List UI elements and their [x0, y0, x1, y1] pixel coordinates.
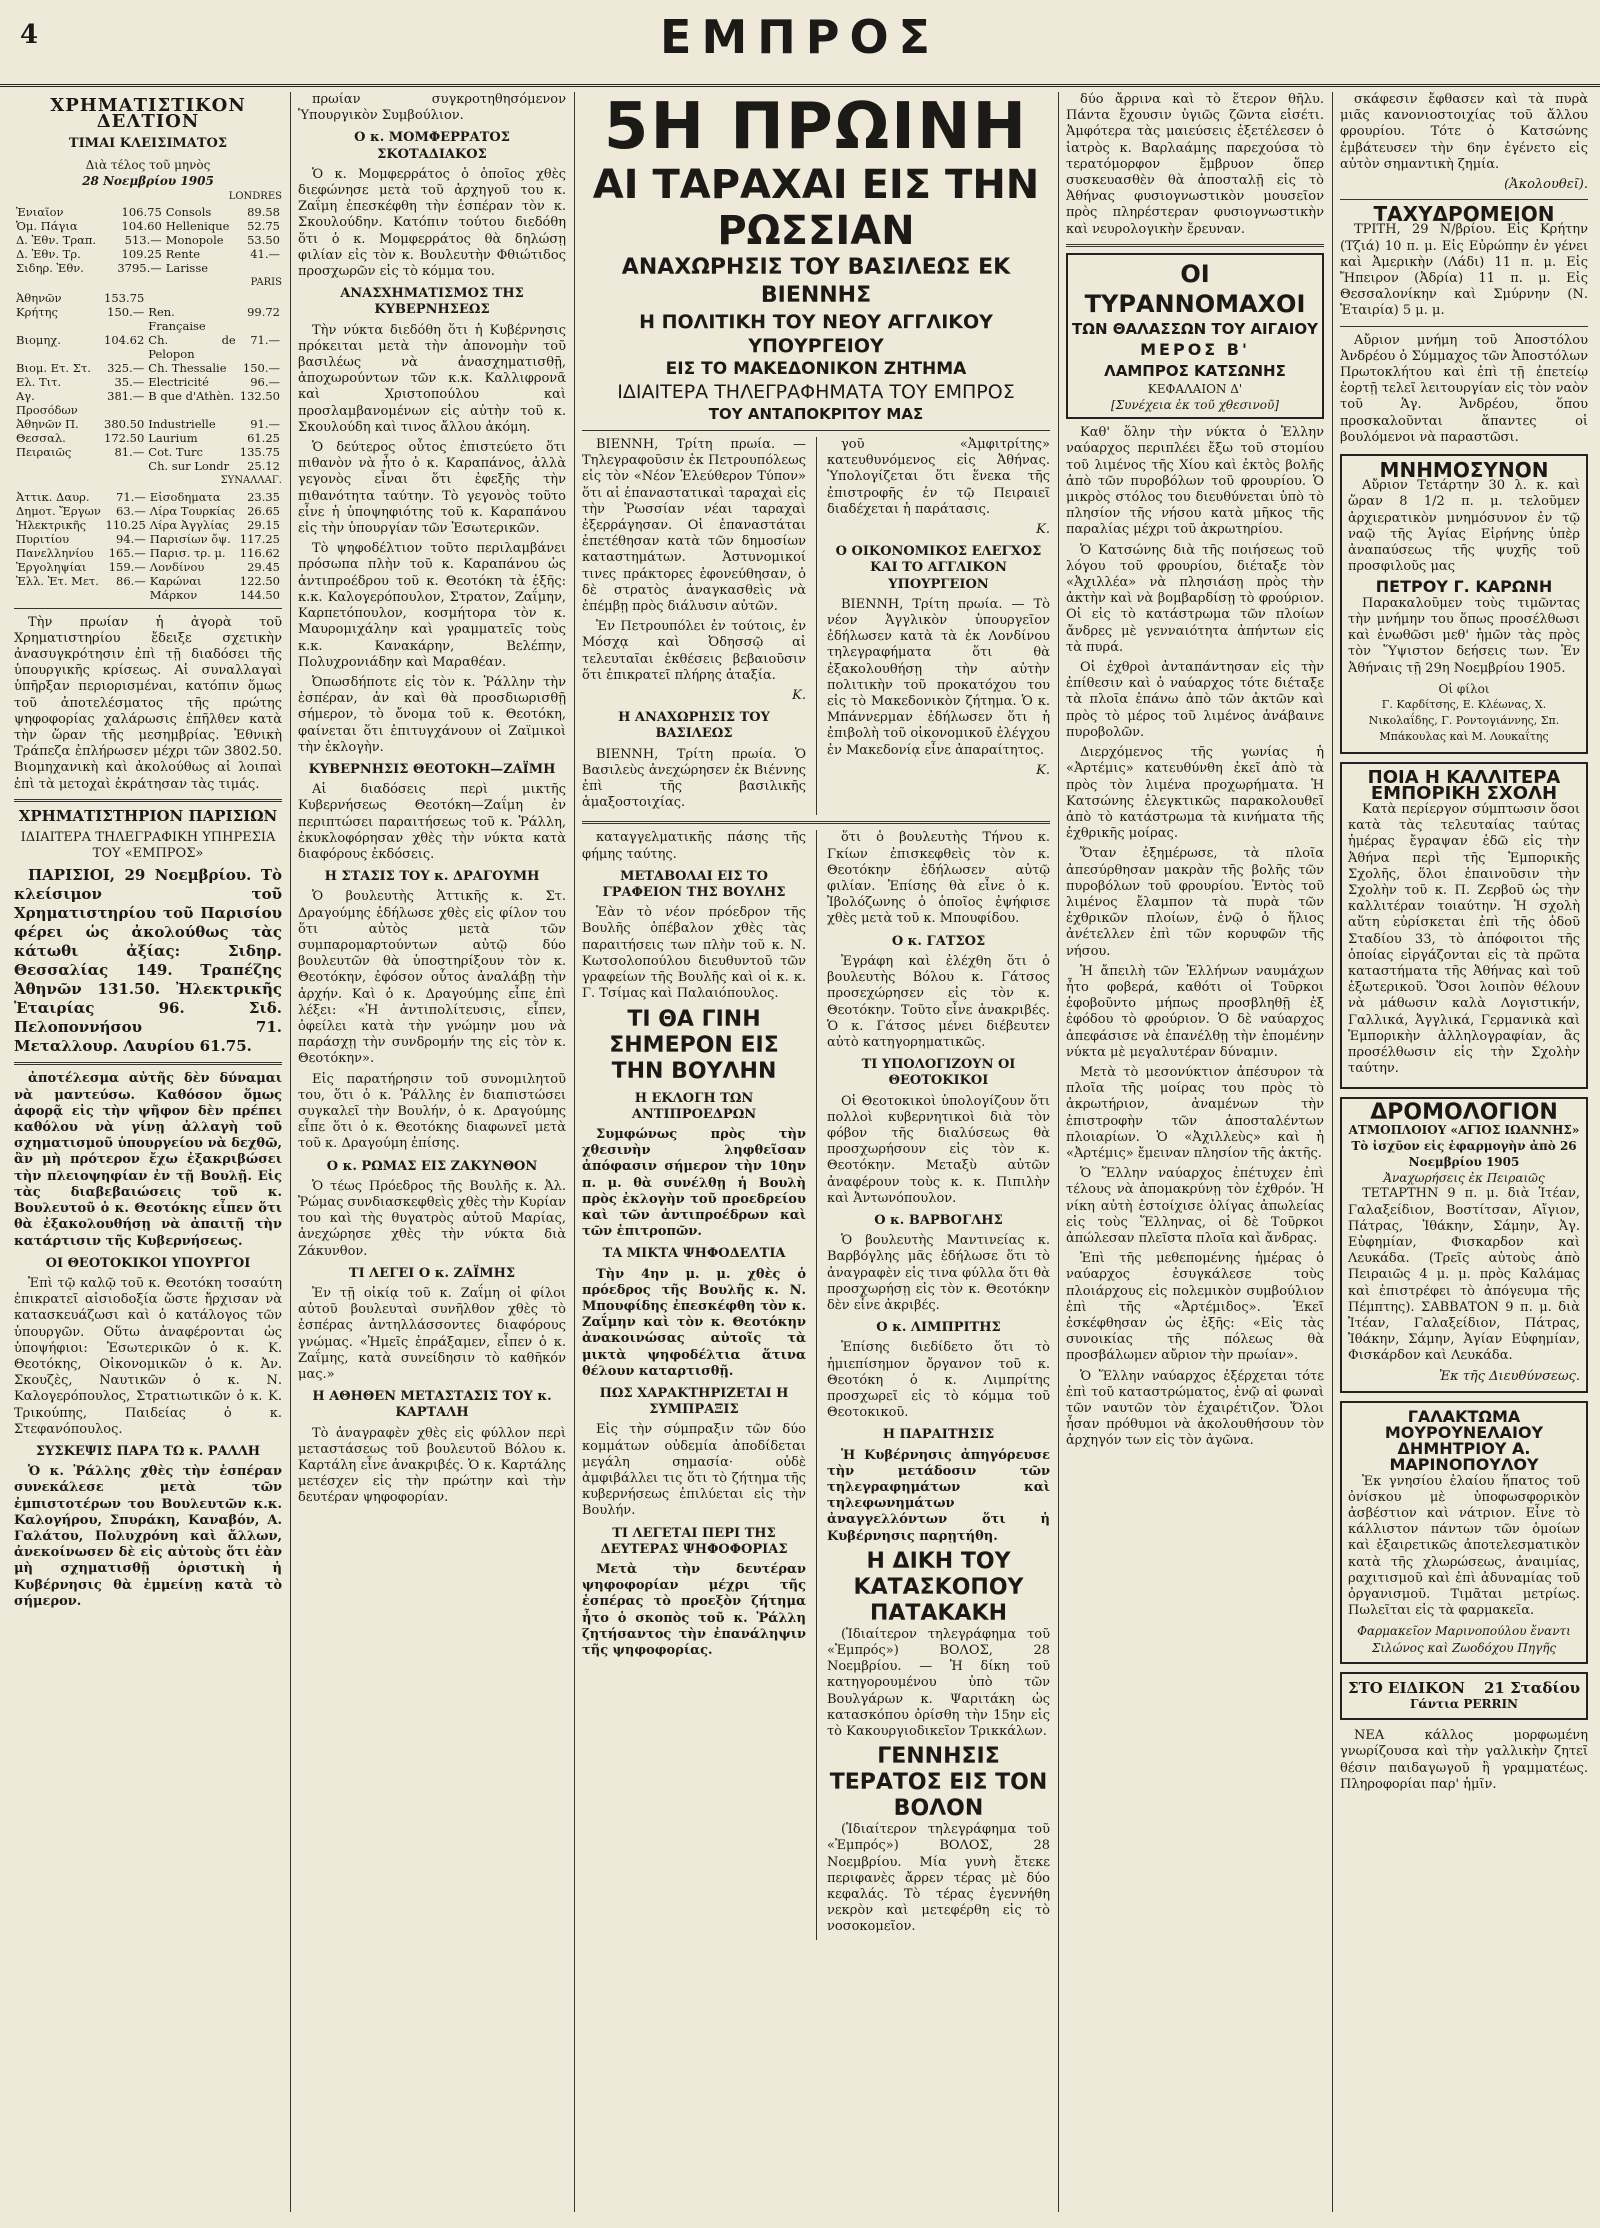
paris-exchange-title: ΧΡΗΜΑΤΙΣΤΗΡΙΟΝ ΠΑΡΙΣΙΩΝ: [18, 806, 278, 825]
market-row: [14, 560, 282, 574]
market-value: 380.50: [104, 417, 145, 432]
lower-right-para-8: (Ἰδιαίτερον τηλεγράφημα τοῦ «Ἐμπρός») ΒΟΛΟΣ, 28 Νοεμβρίου. Μία γυνὴ ἔτεκε περιφανὲς ἄρρεν τέρας μὲ δύο κεφαλάς. Τὸ τέρας ἐγεννήθη νεκρὸν καὶ μετεφέρθη εἰς τὸ νοσοκομεῖον.: [826, 1822, 1050, 1935]
bulletin-date: 28 Νοεμβρίου 1905: [82, 173, 214, 188]
lead-right-para-1: γοῦ «Ἀμφιτρίτης» κατευθυνόμενος εἰς Ἀθήνας. Ὑπολογίζεται ὅτι ἕνεκα τῆς ἐπιστροφῆς ἐν τῷ Πειραιεῖ διαδέχεται ἡ παράτασις.: [826, 437, 1050, 517]
market-label: Παρισ. τρ. μ.: [149, 545, 226, 560]
col2-heading-6: ΤΙ ΛΕΓΕΙ Ο κ. ΖΑΪΜΗΣ: [348, 1265, 516, 1281]
lead-headline-policy: Η ΠΟΛΙΤΙΚΗ ΤΟΥ ΝΕΟΥ ΑΓΓΛΙΚΟΥ ΥΠΟΥΡΓΕΙΟΥ: [639, 311, 993, 357]
consult-title: ΣΥΣΚΕΨΙΣ ΠΑΡΑ ΤΩ κ. ΡΑΛΛΗ: [35, 1443, 261, 1459]
market-label: Σιδηρ. Ἐθν.: [16, 261, 84, 276]
market-value: 144.50: [239, 587, 280, 602]
lower-left-heading-6: ΤΙ ΛΕΓΕΤΑΙ ΠΕΡΙ ΤΗΣ ΔΕΥΤΕΡΑΣ ΨΗΦΟΦΟΡΙΑΣ: [600, 1525, 788, 1557]
market-label: Πυριτίου: [16, 531, 70, 546]
market-value: 116.62: [239, 545, 280, 560]
school-title: ΠΟΙΑ Η ΚΑΛΛΙΤΕΡΑ ΕΜΠΟΡΙΚΗ ΣΧΟΛΗ: [1367, 766, 1561, 804]
market-value: 23.35: [247, 489, 280, 504]
lower-left-para-5: Μετὰ τὴν δευτέραν ψηφοφορίαν μέχρι τῆς ἑσπέρας τὸ προεξὸν ζήτημα ἦτο ὁ σκοπὸς τοῦ κ. Ῥάλλη ζητήσαντος τὴν ἐπανάληψιν τῆς ψηφοφορίας.: [582, 1561, 806, 1658]
market-row: [14, 417, 282, 431]
market-label: Cot. Turc: [148, 445, 203, 460]
market-row: [14, 361, 282, 375]
market-value: 172.50: [104, 431, 145, 446]
market-value: 109.25: [121, 247, 162, 262]
market-value: 29.15: [247, 517, 280, 532]
lower-right-para-1: ὅτι ὁ βουλευτὴς Τήνου κ. Γκίων ἐπισκεφθεὶς τὸν κ. Θεοτόκην ἐδήλωσεν αὐτῷ φιλίαν. Ἐπίσης θὰ εἶνε ὁ κ. Ἰβολόζωνης ὁ ὁποῖος ἐψήφισε χθὲς μετὰ τοῦ κ. Μπουφίδου.: [826, 830, 1050, 927]
market-label: Καρώναι: [149, 573, 202, 588]
market-label: Larisse: [165, 261, 209, 276]
serial-para-5: Ὅταν ἐξημέρωσε, τὰ πλοῖα ἀπεσύρθησαν μακρὰν τῆς βολῆς τῶν πυροβόλων τοῦ φρουρίου. Ἐντὸς τοῦ λιμένος ἔλαμπον τὰ πυρὰ τῶν ἐχθρικῶν πλοίων, ἐνῷ ὁ ἥλιος ἀνέτελλεν ἐπὶ τῶν κορυφῶν τῆς νήσου.: [1066, 846, 1324, 959]
memorial-family: Οἱ φίλοι: [1438, 681, 1490, 696]
market-row: [14, 305, 282, 333]
market-value: 106.75: [121, 205, 162, 220]
market-label: Industrielle: [148, 417, 216, 432]
london-label: LONDRES: [228, 191, 282, 203]
page-number: 4: [20, 20, 39, 50]
col2-para-6: Αἱ διαδόσεις περὶ μικτῆς Κυβερνήσεως Θεοτόκη—Ζαΐμη ἐν περιπτώσει παραιτήσεως τοῦ κ. Ῥάλλη, ἐκυκλοφόρησαν χθὲς τὴν νύκτα κατὰ διαφόρους ἐκδόσεις.: [298, 782, 566, 862]
market-label: [14, 588, 103, 602]
col2-heading-1: Ο κ. ΜΟΜΦΕΡΡΑΤΟΣ ΣΚΟΤΑΔΙΑΚΟΣ: [354, 130, 510, 162]
serial-para-9: Ἐπὶ τῆς μεθεπομένης ἡμέρας ὁ ναύαρχος ἐσυγκάλεσε τοὺς πλοιάρχους εἰς πολεμικὸν συμβούλιον ἐπὶ τῆς «Ἀρτέμιδος». Ἐκεῖ ἐσκέφθησαν ὡς ἑξῆς: «Εἰς τὰς συνοικίας τῆς πόλεως θὰ προσβάλωμεν αὔριον τὴν πρωίαν».: [1066, 1251, 1324, 1364]
market-value: 132.50: [239, 389, 280, 404]
lower-right-para-6: Ἡ Κυβέρνησις ἀπηγόρευσε τὴν μετάδοσιν τῶν τηλεγραφημάτων καὶ τηλεφωνημάτων ἀναγγελλόντων ὅτι ἡ Κυβέρνησις παρῃτήθη.: [826, 1447, 1050, 1544]
market-label: Βιομηχ.: [16, 333, 61, 348]
market-value: 81.—: [114, 445, 145, 460]
market-value: 104.62: [104, 333, 145, 348]
market-label: Βιομ. Ετ. Στ.: [16, 361, 91, 376]
market-row: [14, 219, 282, 233]
market-label: Μάρκον: [149, 587, 198, 602]
post-office-text: ΤΡΙΤΗ, 29 Ν/βρίου. Εἰς Κρήτην (Τζιά) 10 π. μ. Εἰς Εὐρώπην ἐν γένει καὶ Ἀμερικὴν (Λάδι) 11 π. μ. Εἰς Ἤπειρον (Ἀδρία) 11 π. μ. Εἰς Θεσσαλονίκην καὶ Σμύρνην (Ν. Ἐταιρία) 5 μ. μ.: [1340, 222, 1588, 319]
market-label: Δημοτ. Ἔργων: [16, 503, 101, 518]
lower-right-para-5: Ἐπίσης διεδίδετο ὅτι τὸ ἡμιεπίσημον ὄργανον τοῦ κ. Θεοτόκη ὁ κ. Λιμπρίτης προσχωρεῖ εἰς τὸ κόμμα τοῦ Θεοτοκικοῦ.: [826, 1340, 1050, 1421]
market-value: 25.12: [247, 459, 280, 474]
col2-para-5: Ὀπωσδήποτε εἰς τὸν κ. Ῥάλλην τὴν ἑσπέραν, ἀν καὶ θὰ προσδιωρισθῇ σήμερον, τὸ ὄνομα τοῦ κ. Θεοτόκη, φαίνεται ὅτι ἐπιτυγχάνουν οἱ Ζαϊμικοὶ τὴν ἐκλογὴν.: [298, 674, 566, 755]
lead-left-subcolumn: [582, 437, 806, 815]
serial-para-10: Ὁ Ἕλλην ναύαρχος ἐξέρχεται τότε ἐπὶ τοῦ καταστρώματος, ἐνῷ αἱ φωναὶ τῶν ναυτῶν τὸν ἐχαιρέτιζον. Ὅλοι ἦσαν πρόθυμοι νὰ ἀκολουθήσουν τὸν ἀρχηγόν των εἰς τὸν ἀγῶνα.: [1066, 1368, 1324, 1449]
paris-label: PARIS: [250, 277, 282, 289]
serial-para-1: Καθ' ὅλην τὴν νύκτα ὁ Ἑλλην ναύαρχος περιπλέει ἔξω τοῦ στομίου τοῦ λιμένος τῆς Χίου καὶ ἐκτὸς βολῆς ἀπὸ τῶν πυροβόλων τοῦ φρουρίου. Ὁ μικρὸς στόλος του διευθύνεται ὑπὸ τὸ πλησίον τῆς νήσου κατὰ μῆκος τῆς παραλίας μέχρι τοῦ ἀκρωτηρίου.: [1066, 425, 1324, 538]
serial-continuation: [Συνέχεια ἐκ τοῦ χθεσινοῦ]: [1111, 398, 1279, 413]
route-ad: [1340, 1097, 1588, 1392]
lower-left-para-4: Εἰς τὴν σύμπραξιν τῶν δύο κομμάτων οὐδεμία ἀποδίδεται μεγάλη σημασία· οὐδὲ ἀμφιβάλλει τις ὅτι τὸ ζήτημα τῆς κυβερνήσεως ἐπιλύεται εἰς τὴν Βουλήν.: [582, 1422, 806, 1519]
market-value: 122.50: [239, 573, 280, 588]
market-row: [14, 459, 282, 473]
continued-text: ἀποτέλεσμα αὐτῆς δὲν δύναμαι νὰ μαντεύσω. Καθόσον ὅμως ἀφορᾷ εἰς τὴν ψῆφον δὲν πρέπει καθόλου νὰ γίνῃ ἀλλαγὴ τοῦ σχηματισμοῦ ὑπουργείου νὰ δεχθῶ, ἂν μὴ πρότερον ἔχω ἐξακριβώσει τὴν πλειοψηφίαν ἐν τῇ Βουλῇ. Εἰς τὰς διαβεβαιώσεις τοῦ κ. Βουλευτοῦ ὁ κ. Θεοτόκης εἶπεν ὅτι θὰ ἐξακολουθήσῃ νὰ ἀπαιτῇ τὴν κατάρτισιν τῆς Κυβερνήσεως.: [14, 1071, 282, 1249]
market-label: Hellenique: [165, 219, 230, 234]
market-row: [14, 291, 282, 305]
exchange-label: ΣΥΝΑΛΛΑΓ.: [220, 475, 282, 487]
market-value: 26.65: [247, 503, 280, 518]
col2-heading-2: ΑΝΑΣΧΗΜΑΤΙΣΜΟΣ ΤΗΣ ΚΥΒΕΡΝΗΣΕΩΣ: [340, 286, 524, 318]
classified-text: ΝΕΑ κάλλος μορφωμένη γνωρίζουσα καὶ τὴν γαλλικὴν ζητεῖ θέσιν παιδαγωγοῦ ἢ γραμματέως. Πληροφορίαι παρ' ἡμῖν.: [1340, 1728, 1588, 1792]
lead-left-signature-1: Κ.: [792, 688, 806, 704]
serial-part: ΜΕΡΟΣ Β': [1140, 339, 1250, 359]
route-text: ΤΕΤΑΡΤΗΝ 9 π. μ. διὰ Ἰτέαν, Γαλαξείδιον, Βοστίτσαν, Αἴγιον, Πάτρας, Ἰθάκην, Σάμην, Ἀγ. Εὐφημίαν, Φισκαρδον καὶ Λευκάδα. (Τρεῖς αὐτοὺς ἀπὸ Πειραιῶς 4 μ. μ. πρὸς Καλάμας καὶ ἐπιστρέφει τὸ ἀπόγευμα τῆς Πέμπτης). ΣΑΒΒΑΤΟΝ 9 π. μ. διὰ Ἰτέαν, Γαλαξείδιον, Πάτρας, Ἰθάκην, Σάμην, Ἀγίαν Εὐφημίαν, Φισκάρδον καὶ Λευκάδα.: [1348, 1186, 1580, 1364]
serial-author: ΛΑΜΠΡΟΣ ΚΑΤΣΩΝΗΣ: [1104, 361, 1286, 380]
col2-para-2: Τὴν νύκτα διεδόθη ὅτι ἡ Κυβέρνησις πρόκειται μετὰ τὴν ἀπονομὴν τοῦ βασιλέως νὰ ἀνασχηματισθῇ, ἀποχωρούντων τῶν κ.κ. Καλλιφρονᾶ καὶ Χριστοπούλου καὶ προσλαμβανομένων εἰς αὐτὴν τοῦ κ. Σκουλούδη καὶ τινος ἄλλου ἀκόμη.: [298, 322, 566, 435]
market-value: 63.—: [116, 503, 146, 518]
milk-title: ΓΑΛΑΚΤΩΜΑ ΜΟΥΡΟΥΝΕΛΑΙΟΥ ΔΗΜΗΤΡΙΟΥ Α. ΜΑΡΙΝΟΠΟΥΛΟΥ: [1384, 1406, 1544, 1475]
memorial-ad-text-2: Παρακαλοῦμεν τοὺς τιμῶντας τὴν μνήμην του ὅπως προσέλθωσι καὶ ἑνωθῶσι μεθ' ἡμῶν τὰς πρὸς τὸν Ὕψιστον δεήσεις των. Ἐν Ἀθήναις τῇ 29η Νοεμβρίου 1905.: [1348, 595, 1580, 676]
school-ad: [1340, 762, 1588, 1090]
col2-heading-7: Η ΑΘΗΘΕΝ ΜΕΤΑΣΤΑΣΙΣ ΤΟΥ κ. ΚΑΡΤΑΛΗ: [312, 1389, 552, 1421]
lower-left-para-1: Ἐὰν τὸ νέον πρόεδρον τῆς Βουλῆς ὁπέβαλον χθὲς τὰς παραιτήσεις των πλὴν τοῦ κ. Ν. Κωτσολοπούλου διευθυντοῦ τῶν γραφείων τῆς Βουλῆς καὶ οἱ κ. κ. Γ. Τσίμας καὶ Παλαιόπουλος.: [582, 905, 806, 1002]
lead-headline-telegrams: ΙΔΙΑΙΤΕΡΑ ΤΗΛΕΓΡΑΦΗΜΑΤΑ ΤΟΥ ΕΜΠΡΟΣ: [617, 381, 1015, 403]
market-label: Ἀθηνῶν Π.: [16, 417, 79, 432]
ministers-text: Ἐπὶ τῷ καλῷ τοῦ κ. Θεοτόκη τοσαύτη ἐπικρατεῖ αἰσιοδοξία ὥστε ἤρχισαν νὰ κατασκευάζωσι καὶ ὁ κατάλογος τῶν ὑπουργῶν. Οὕτω ἀναφέρονται ὡς ὑποψήφιοι: Ἐσωτερικῶν ὁ κ. Κ. Θεοτόκης, Οἰκονομικῶν ὁ κ. Ἀν. Σκουζὲς, Ναυτικῶν ὁ κ. Ν. Καλογερόπουλος, Στρατιωτικῶν ὁ κ. Κ. Τρικούπης, Παιδείας ὁ κ. Στεφανόπουλος.: [14, 1275, 282, 1437]
serial-para-8: Ὁ Ἕλλην ναύαρχος ἐπέτυχεν ἐπὶ τέλους νὰ ἀπομακρύνῃ τὸν ἐχθρόν. Ἡ νίκη αὐτὴ ἐστοίχισε ὀλίγας ἀπωλείας εἰς τοὺς Ἕλληνας, οἱ δὲ Τοῦρκοι ἀπώλεσαν πλεῖστα πλοῖα καὶ ἄνδρας.: [1066, 1166, 1324, 1246]
milk-signature: Φαρμακεῖον Μαρινοπούλου ἔναντι Σιλώνος καὶ Ζωοδόχου Πηγῆς: [1357, 1624, 1571, 1655]
market-value: 104.60: [121, 219, 162, 234]
market-value: [240, 261, 282, 275]
market-value: 41.—: [250, 247, 280, 262]
market-row: [14, 574, 282, 588]
market-value: 99.72: [247, 305, 280, 320]
lower-left-heading-2: ΤΙ ΘΑ ΓΙΝΗ ΣΗΜΕΡΟΝ ΕΙΣ ΤΗΝ ΒΟΥΛΗΝ: [609, 1006, 779, 1084]
market-value: [103, 588, 147, 602]
bulletin-title: ΧΡΗΜΑΤΙΣΤΙΚΟΝ ΔΕΛΤΙΟΝ: [50, 95, 246, 133]
post-office-title: ΤΑΧΥΔΡΟΜΕΙΟΝ: [1373, 202, 1555, 227]
lower-right-para-2: Ἐγράφη καὶ ἐλέχθη ὅτι ὁ βουλευτὴς Βόλου κ. Γάτσος προσεχώρησεν εἰς τὸν κ. Θεοτόκην. Τοῦτο εἶνε ἀνακριβές. Ὁ κ. Γάτσος μένει διέβευτεν αὐτὸ κατηγορηματικῶς.: [826, 953, 1050, 1050]
market-label: Rente: [165, 247, 201, 262]
market-value: 29.45: [247, 559, 280, 574]
market-label: Ch. de Pelopon: [148, 333, 236, 362]
lead-right-para-2: ΒΙΕΝΝΗ, Τρίτη πρωία. — Τὸ νέον Ἀγγλικὸν ὑπουργεῖον ἐδήλωσεν κατὰ τὰ ἐκ Λονδίνου τηλεγραφήματα ὅτι θὰ ἐξακολουθήσῃ τὴν αὐτὴν πολιτικὴν τοῦ προκατόχου του εἰς τὸ Μακεδονικὸν ζήτημα. Ὁ κ. Μπάννερμαν ἐδήλωσεν ὅτι ἡ ἐπιβολὴ τοῦ οἰκονομικοῦ ἐλέγχου ἐν Μακεδονίᾳ εἶνε ἀπαραίτητος.: [826, 596, 1050, 758]
lead-right-signature-2: Κ.: [1036, 762, 1050, 778]
market-value: 150.—: [242, 361, 280, 376]
serial-header: [1066, 253, 1324, 419]
market-label: Κρήτης: [16, 305, 58, 320]
market-label: Ὁμ. Πάγια: [16, 219, 78, 234]
newspaper-title: ΕΜΠΡΟΣ: [660, 10, 940, 64]
market-value: 135.75: [239, 445, 280, 460]
market-value: 153.75: [104, 291, 145, 306]
ministers-title: ΟΙ ΘΕΟΤΟΚΙΚΟΙ ΥΠΟΥΡΓΟΙ: [45, 1255, 251, 1271]
market-row: [14, 546, 282, 560]
consult-text: Ὁ κ. Ῥάλλης χθὲς τὴν ἑσπέραν συνεκάλεσε μετὰ τῶν ἐμπιστοτέρων του Βουλευτῶν κ.κ. Καλογήρου, Σπυράκη, Καναβόν, Α. Γαλάτου, Πολυχρόνη καὶ ἄλλων, ἀνεκοίνωσεν δὲ εἰς αὐτοὺς ὅτι ἐὰν μὴ σχηματισθῇ ὁριστικὴ ἡ Κυβέρνησις θὰ ἐμμείνῃ κατὰ τὸ σήμερον.: [14, 1464, 282, 1609]
col4-top-para: δύο ἄρρινα καὶ τὸ ἕτερον θῆλυ. Πάντα ἔχουσιν ὑγιῶς ζῶντα εἰσέτι. Ἀμφότερα τὰς μαιεύσεις ἐξετέλεσεν ὁ ἰατρὸς κ. Βαρλαάμης παρεχούσα τὸ τερατόμορφον ἔμβρυον ὅπερ συσκευασθὲν θὰ ἀποσταλῇ εἰς τὸ Ἀθήνας φυσιογνωστικὸν μουσεῖον πρὸς πληρέστεραν φυσιογνωστικὴν καὶ νευρολογικὴν ἔρευναν.: [1066, 92, 1324, 237]
col2-heading-4: Η ΣΤΑΣΙΣ ΤΟΥ κ. ΔΡΑΓΟΥΜΗ: [324, 869, 540, 885]
market-label: Electricité: [148, 375, 209, 390]
perrin-address: 21 Σταδίου: [1483, 1678, 1580, 1697]
market-label: B que d'Athèn.: [148, 389, 235, 404]
col2-para-8: Εἰς παρατήρησιν τοῦ συνομιλητοῦ του, ὅτι ὁ κ. Ῥάλλης ἐν διαπιστώσει συγκαλεῖ τὴν Βουλήν, ὁ κ. Δραγούμης εἶπε ὅτι ὁ κ. Θεοτόκης διαφωνεῖ μετὰ τοῦ κ. Δραγούμη ἐπίσης.: [298, 1071, 566, 1152]
market-value: 513.—: [124, 233, 162, 248]
milk-text: Ἐκ γνησίου ἐλαίου ἥπατος τοῦ ὀνίσκου μὲ ὑποφωσφορικὸν ἀσβέστιον καὶ νάτριον. Εἶνε τὸ κάλλιστον πάντων τῶν ὁμοίων καὶ ἐξαιρετικῶς ἀποτελεσματικὸν κατὰ τῆς χλωρώσεως, ἀναιμίας, ραχιτισμοῦ καὶ ἐπὶ ἀδυναμίας τοῦ ὀργανισμοῦ. Τιμᾶται μετρίως. Πωλεῖται εἰς τὰ φαρμακεῖα.: [1348, 1473, 1580, 1619]
market-value: 381.—: [107, 389, 145, 404]
lead-left-para-3: ΒΙΕΝΝΗ, Τρίτη πρωία. Ὁ Βασιλεὺς ἀνεχώρησεν ἐκ Βιέννης ἐπὶ τῆς βασιλικῆς ἁμαξοστοιχίας.: [582, 746, 806, 811]
lower-left-heading-3: Η ΕΚΛΟΓΗ ΤΩΝ ΑΝΤΙΠΡΟΕΔΡΩΝ: [631, 1090, 757, 1122]
lead-headline-correspondent: ΤΟΥ ΑΝΤΑΠΟΚΡΙΤΟΥ ΜΑΣ: [708, 405, 924, 423]
lower-right-heading-7: ΓΕΝΝΗΣΙΣ ΤΕΡΑΤΟΣ ΕΙΣ ΤΟΝ ΒΟΛΟΝ: [829, 1744, 1048, 1822]
lower-right-para-3: Οἱ Θεοτοκικοὶ ὑπολογίζουν ὅτι πολλοὶ κυβερνητικοὶ διὰ τὸν φόβον τῆς διαλύσεως θὰ προσχωρήσουν εἰς τὸν κ. Θεοτόκην. Μεταξὺ αὐτῶν ἀναφέρουν τοὺς κ. κ. Πιπιλὴν καὶ Ἀντωνόπουλον.: [826, 1093, 1050, 1206]
col2-para-4: Τὸ ψηφοδέλτιον τοῦτο περιλαμβάνει πρόσωπα πλὴν τοῦ κ. Καραπάνου ὡς ἀντιπροέδρου τοῦ κ. Θεοτόκη τὰ ἑξῆς: κ.κ. Καλογερόπουλον, Στρατον, Ζαΐμην, Καρπετόπουλον, κοσμήτορα τὸν κ. Μαυρομιχάλην καὶ γραμματεῖς τοὺς κ.κ. Κανακάρην, Βελέπην, Πολυχρονιάδην καὶ Μαραθέαν.: [298, 541, 566, 670]
market-label: Εἰσοδηματα: [149, 489, 221, 504]
serial-subtitle: ΤΩΝ ΘΑΛΑΣΣΩΝ ΤΟΥ ΑΙΓΑΙΟΥ: [1072, 319, 1318, 338]
market-value: 52.75: [247, 219, 280, 234]
market-label: Θεσσαλ.: [16, 431, 66, 446]
col2-heading-5: Ο κ. ΡΩΜΑΣ ΕΙΣ ΖΑΚΥΝΘΟΝ: [326, 1158, 538, 1174]
column-1: [14, 92, 282, 2212]
market-row: [14, 445, 282, 459]
market-row: [14, 431, 282, 445]
market-value: 61.25: [247, 431, 280, 446]
market-row: [14, 375, 282, 389]
lead-right-heading: Ο ΟΙΚΟΝΟΜΙΚΟΣ ΕΛΕΓΧΟΣ ΚΑΙ ΤΟ ΑΓΓΛΙΚΟΝ ΥΠΟΥΡΓΕΙΟΝ: [835, 544, 1042, 592]
column-4: [1066, 92, 1324, 2212]
route-subtitle: ΑΤΜΟΠΛΟΙΟΥ «ΑΓΙΟΣ ΙΩΑΝΝΗΣ»: [1348, 1122, 1580, 1137]
cod-liver-oil-ad: [1340, 1401, 1588, 1664]
market-value: [238, 291, 282, 305]
market-row: [14, 333, 282, 361]
col2-para-10: Ἐν τῇ οἰκίᾳ τοῦ κ. Ζαΐμη οἱ φίλοι αὐτοῦ βουλευταὶ συνῆλθον χθὲς τὸ ἑσπέρας ἀντηλλάσσοντες διαφόρους γνώμας. «Ἡμεῖς ἐπράξαμεν, εἶπεν ὁ κ. Ζαΐμης, κατὰ συνείδησιν τὸ καθῆκόν μας.»: [298, 1286, 566, 1383]
lower-left-para-0: καταγγελματικῆς πάσης τῆς φήμης ταύτης.: [582, 830, 806, 862]
market-label: Δ. Ἐθν. Τραπ.: [16, 233, 97, 248]
market-label: Λίρα Ἀγγλίας: [149, 517, 229, 532]
market-value: 71.—: [116, 489, 146, 504]
bulletin-subtitle-2: Διὰ τέλος τοῦ μηνὸς: [85, 157, 211, 172]
lower-left-heading-4: ΤΑ ΜΙΚΤΑ ΨΗΦΟΔΕΛΤΙΑ: [602, 1246, 786, 1262]
column-3-lead: [582, 92, 1050, 2212]
column-2: [298, 92, 566, 2212]
col5-top-para: σκάφεσιν ἔφθασεν καὶ τὰ πυρὰ μιᾶς κανονιοστοιχίας τοῦ ἄλλου φρουρίου. Τότε ὁ Κατσώνης ἐμβάτευσεν τὴν 6ην ἐγένετο εἰς αὐτὸν σημαντικὴ ζημία.: [1340, 92, 1588, 172]
market-label: Ἐλλ. Ἐτ. Μετ.: [16, 573, 99, 588]
market-row: [14, 490, 282, 504]
route-note: Ἐκ τῆς Διευθύνσεως.: [1438, 1368, 1580, 1384]
market-table-b: [14, 291, 282, 473]
market-label: Πανελληνίου: [16, 545, 94, 560]
serial-para-6: Ἡ ἄπειλὴ τῶν Ἑλλήνων ναυμάχων ἦτο φοβερά, καθότι οἱ Τοῦρκοι ἐφοβοῦντο μήπως προσβληθῇ ἐξ ἐφόδου τὸ φρούριον. Ὁ δὲ ναύαρχος ἀπεφάσισε νὰ ἐπανέλθῃ τὴν ἑπομένην νύκτα μὲ μεγαλυτέραν δύναμιν.: [1066, 963, 1324, 1060]
memorial-title: ΜΝΗΜΟΣΥΝΟΝ: [1379, 458, 1549, 483]
serial-title: ΟΙ ΤΥΡΑΝΝΟΜΑΧΟΙ: [1084, 259, 1306, 318]
lower-left-subcolumn: [582, 830, 806, 1939]
col2-heading-3: ΚΥΒΕΡΝΗΣΙΣ ΘΕΟΤΟΚΗ—ΖΑΪΜΗ: [308, 761, 556, 777]
lower-left-heading-5: ΠΩΣ ΧΑΡΑΚΤΗΡΙΖΕΤΑΙ Η ΣΥΜΠΡΑΞΙΣ: [599, 1385, 789, 1418]
lead-left-para-2: Ἐν Πετρουπόλει ἐν τούτοις, ἐν Μόσχᾳ καὶ Ὀδησσῷ αἱ τελευταῖαι ἐκθέσεις βεβαιοῦσιν ὅτι ἐπικρατεῖ πλήρης ἀταξία.: [582, 619, 806, 683]
lead-right-subcolumn: [827, 437, 1050, 815]
market-commentary: Τὴν πρωίαν ἡ ἀγορὰ τοῦ Χρηματιστηρίου ἔδειξε σχετικὴν ἀνασυγκρότησιν ἐπὶ τῇ διαδόσει τῆς ὑπουργικῆς κρίσεως. Αἱ συναλλαγαὶ ὑπῆρξαν περιορισμέναι, κατόπιν ὅμως τοῦ ἀποτελέσματος τῆς πρώτης ψηφοφορίας χαλάρωσις ἐπῆλθεν κατὰ τὴν ὥραν τῆς μεσημβρίας. Ἐθνικὴ Τράπεζα ἐπλήρωσεν μέχρι τῶν 3802.50. Βιομηχανικὴ καὶ ἀκολούθως αἱ λοιπαὶ ἐπὶ τὰ μετοχαὶ ἐκράτησαν τὰς τιμάς.: [14, 614, 282, 792]
memorial-name: ΠΕΤΡΟΥ Γ. ΚΑΡΩΝΗ: [1375, 577, 1553, 597]
market-label: Laurium: [148, 431, 198, 446]
school-text: Κατὰ περίεργον σύμπτωσιν ὅσοι κατὰ τὰς τελευταίας ταύτας ἡμέρας ἔγραψαν ἐδῶ εἰς τὴν Ἀθήνα περὶ τῆς Ἐμπορικῆς Σχολῆς, ὅλοι ἐπαινοῦσιν τὴν Σχολὴν τοῦ κ. Π. Ζερβοῦ ὡς τὴν καλλιτέραν τοιαύτην. Ἡ σχολὴ αὕτη εὐρίσκεται ἐπὶ τῆς ὁδοῦ Σταδίου 33, τὸ ἀπόφοιτοι τῆς ὁποίας εἰργάζονται εἰς τὰ πρῶτα καταστήματα τῆς Ἀθήνας καὶ τοῦ ἐξωτερικοῦ. Ὅσοι λοιπὸν θέλουν νὰ μάθωσιν καλὰ Λογιστικήν, Γαλλικά, Ἀγγλικά, Γερμανικὰ καὶ Ἐμπορικὴν ἀλληλογραφίαν, ἂς προσέλθωσιν εἰς τὴν Σχολὴν ταύτην.: [1348, 801, 1580, 1077]
market-label: Monopole: [165, 233, 224, 248]
market-value: 89.58: [247, 205, 280, 220]
col2-intro: πρωίαν συγκροτηθησόμενον Ὑπουργικὸν Συμβούλιον.: [298, 92, 566, 124]
lead-subcolumns: [582, 437, 1050, 815]
perrin-title: ΣΤΟ ΕΙΔΙΚΟΝ: [1348, 1678, 1465, 1697]
memorial-ad: [1340, 454, 1588, 753]
market-label: Αγ. Προσόδων: [16, 389, 78, 418]
route-departures: Ἀναχωρήσεις ἐκ Πειραιῶς: [1383, 1171, 1545, 1186]
serial-para-3: Οἱ ἐχθροὶ ἀνταπάντησαν εἰς τὴν ἐπίθεσιν καὶ ὁ ναύαρχος τότε διέταξε τὰ πλοῖα ἐπάνω ἀπὸ τῶν ἀκτῶν καὶ πρὸς τὸ μέρος τοῦ λιμένος ἀνάβαινε πυροβολῶν.: [1066, 660, 1324, 740]
lower-right-heading-5: Η ΠΑΡΑΙΤΗΣΙΣ: [882, 1427, 995, 1443]
lower-right-heading-6: Η ΔΙΚΗ ΤΟΥ ΚΑΤΑΣΚΟΠΟΥ ΠΑΤΑΚΑΚΗ: [853, 1548, 1024, 1626]
lead-left-para-1: ΒΙΕΝΝΗ, Τρίτη πρωία. — Τηλεγραφοῦσιν ἐκ Πετρουπόλεως εἰς τὸν «Νέον Ἐλεύθερον Τύπον» ὅτι αἱ ἐπαναστατικαὶ ταραχαὶ εἰς τὴν Ῥωσσίαν νέαι ταραχαὶ ἐξερράγησαν. Οἱ ἐπαναστάται ἐπετέθησαν κατὰ τῶν δημοσίων καταστημάτων. Ἀστυνομικοί τινες πράκτορες ἐφονεύθησαν, ὁ δὲ στρατὸς ἀναγκασθεὶς νὰ ἐπέμβῃ πρὸς διάλυσιν αὐτῶν.: [582, 437, 806, 615]
bulletin-subtitle: ΤΙΜΑΙ ΚΛΕΙΣΙΜΑΤΟΣ: [68, 136, 228, 152]
lead-headline-macedonian: ΕΙΣ ΤΟ ΜΑΚΕΔΟΝΙΚΟΝ ΖΗΤΗΜΑ: [665, 359, 967, 379]
market-value: 53.50: [247, 233, 280, 248]
market-label: Ἠλεκτρικῆς: [16, 517, 87, 532]
market-label: Ἐργοληψίαι: [16, 559, 87, 574]
paris-exchange-subtitle: ΙΔΙΑΙΤΕΡΑ ΤΗΛΕΓΡΑΦΙΚΗ ΥΠΗΡΕΣΙΑ ΤΟΥ «ΕΜΠΡΟΣ»: [20, 830, 276, 862]
market-label: Ch. Thessalie: [148, 361, 227, 376]
market-label: Ἐνιαῖον: [16, 205, 64, 220]
lower-right-para-4: Ὁ βουλευτὴς Μαντινείας κ. Βαρβόγλης μᾶς ἐδήλωσε ὅτι τὸ ἀναγραφὲν εἰς τινα φύλλα ὅτι θὰ προσχωρήσῃ εἰς τὸν κ. Θεοτόκην δὲν εἶνε ἀκριβές.: [826, 1233, 1050, 1313]
market-label: Λίρα Τουρκίας: [149, 503, 236, 518]
market-table-a: [14, 205, 282, 275]
col2-para-9: Ὁ τέως Πρόεδρος τῆς Βουλῆς κ. Ἀλ. Ῥώμας συνδιασκεφθεὶς χθὲς τὴν Κυρίαν του καὶ τὴς θυγατρὸς αὐτοῦ Μαρίας, ἀνεχώρησε χθὲς τὴν νύκτα διὰ Ζάκυνθον.: [298, 1178, 566, 1259]
market-label: Δ. Ἐθν. Τρ.: [16, 247, 81, 262]
market-label: Λονδίνου: [149, 559, 205, 574]
market-value: 91.—: [250, 417, 280, 432]
market-label: [14, 459, 102, 473]
market-row: [14, 504, 282, 518]
market-value: 71.—: [250, 333, 280, 348]
market-value: 325.—: [107, 361, 145, 376]
market-label: Ἀθηνῶν: [16, 291, 62, 306]
lower-subcolumns: [582, 830, 1050, 1939]
lower-left-para-3: Τὴν 4ην μ. μ. χθὲς ὁ πρόεδρος τῆς Βουλῆς κ. Ν. Μπουφίδης ἐπεσκέφθη τὸν κ. Ζαΐμην καὶ τὸν κ. Θεοτόκην ἀνακοινώσας αὐτοῖς τὰ μικτὰ ψηφοδέλτια ἅτινα θέλουν καταρτισθῇ.: [582, 1266, 806, 1379]
serial-para-4: Διερχόμενος τῆς γωνίας ἡ «Ἀρτέμις» κατευθύνθη ἐκεῖ ἀπὸ τὰ πρὸς τὸν λιμένα προχωρήματα. Ἡ Κατσώνης ἐλεγκτικῶς παρακολουθεῖ ἀπὸ τὸ κατάστρωμα τὰ κινήματα τῆς ἐχθρικῆς μοίρας.: [1066, 745, 1324, 842]
market-label: Παρισίων ὄψ.: [149, 531, 231, 546]
serial-para-7: Μετὰ τὸ μεσονύκτιον ἀπέσυρον τὰ πλοῖα τῆς μοίρας του πρὸς τὸ ἀκρωτήριον, ἀναμένων τὴν ἐπιστροφὴν τῶν ἀποσταλέντων πλοιαρίων. Ὁ «Ἀχιλλεὺς» καὶ ἡ «Ἀρτέμις» ἔμειναν πλησίον τῆς ἀκτῆς.: [1066, 1064, 1324, 1161]
memorial-ad-text: Αὔριον Τετάρτην 30 λ. κ. καὶ ὥραν 8 1/2 π. μ. τελοῦμεν ἀρχιερατικὸν μνημόσυνον ἐν τῷ ναῷ τῆς Ἁγίας Εἰρήνης ὑπὲρ ἀναπαύσεως τῆς ψυχῆς τοῦ προσφιλοῦς μας: [1348, 478, 1580, 575]
serial-para-2: Ὁ Κατσώνης διὰ τῆς ποιήσεως τοῦ λόγου τοῦ φρουρίου, διέταξε τὸν «Ἀχιλλέα» νὰ πλησιάσῃ πρὸς τὴν ἀκτὴν καὶ νὰ βομβαρδίσῃ τὸ φρούριον. Οἱ εἰς τὸ κατάστρωμα τῶν πλοίων ἄνδρες μὲ γενναιότητα ἀπήντων εἰς τὰ πυρά.: [1066, 542, 1324, 655]
memorial-text: Αὔριον μνήμη τοῦ Ἀποστόλου Ἀνδρέου ὁ Σύμμαχος τῶν Ἀποστόλων Πρωτοκλήτου καὶ ἐπὶ τῇ ἐπετείῳ ἑορτῇ τελεῖ λειτουργίαν εἰς τὸν ναὸν τοῦ Ἁγ. Ἀνδρέου, ὅπου προσκαλοῦνται ἅπαντες οἱ βουλόμενοι νὰ παραστῶσι.: [1340, 332, 1588, 445]
memorial-names: Γ. Καρδίτσης, Ε. Κλέωνας, Χ. Νικολαΐδης, Γ. Ροντογιάννης, Σπ. Μπάκουλας καὶ Μ. Λουκαΐτης: [1368, 697, 1560, 744]
market-value: 96.—: [250, 375, 280, 390]
market-value: 3795.—: [117, 261, 162, 276]
market-value: 159.—: [108, 559, 146, 574]
market-label: Πειραιῶς: [16, 445, 72, 460]
lead-headline-edition: 5Η ΠΡΩΙΝΗ: [603, 92, 1029, 164]
market-value: 94.—: [116, 531, 146, 546]
market-value: 150.—: [107, 305, 145, 320]
col2-para-1: Ὁ κ. Μομφερράτος ὁ ὁποῖος χθὲς διεφώνησε μετὰ τοῦ ἀρχηγοῦ του κ. Ζαΐμη ἐπεσκέφθη τὴν ἑσπέραν τὸν κ. Σκουλούδην. Κατόπιν τούτου διεδόθη ὅτι ὁ κ. Μομφερράτος θὰ δηλώσῃ φιλίαν εἰς τὸν κ. Βουλευτὴν Φθιώτιδος προσχωρῶν εἰς τὸ κόμμα του.: [298, 166, 566, 280]
lower-left-para-2: Συμφώνως πρὸς τὴν χθεσινὴν ληφθεῖσαν ἀπόφασιν σήμερον τὴν 10ην π. μ. θὰ συνέλθῃ ἡ Βουλὴ πρὸς ἐκλογὴν τοῦ προεδρείου καὶ τῶν ἀντιπροέδρων καὶ τῶν ἐπιτροπῶν.: [582, 1126, 806, 1240]
market-row: [14, 205, 282, 219]
col2-para-11: Τὸ ἀναγραφὲν χθὲς εἰς φύλλον περὶ μεταστάσεως τοῦ βουλευτοῦ Βόλου κ. Καρτάλη εἶνε ἀνακριβές. Ὁ κ. Καρτάλης μετέσχεν εἰς τὴν πρώτην καὶ τὴν δευτέραν ψηφοφορίαν.: [298, 1425, 566, 1506]
market-label: Ἀττικ. Δαυρ.: [16, 489, 90, 504]
col2-para-3: Ὁ δεύτερος οὗτος ἐπιστεύετο ὅτι πιθανὸν νὰ ἦτο ὁ κ. Καραπάνος, ἀλλὰ γεγονὸς εἶναι ὅτι ἐφεξῆς τὴν πιθανότητα ταύτην. Τὸ γεγονὸς τοῦτο εἶνε ἡ ὑποψηφιότης τοῦ κ. Καραπάνου εἰς τὴν ὑπουργίαν τῶν Ἐσωτερικῶν.: [298, 440, 566, 537]
market-value: [102, 459, 146, 473]
market-label: Ren. Française: [148, 305, 206, 334]
market-row: [14, 389, 282, 417]
route-title: ΔΡΟΜΟΛΟΓΙΟΝ: [1370, 1100, 1558, 1126]
market-value: 117.25: [239, 531, 280, 546]
lower-right-heading-2: ΤΙ ΥΠΟΛΟΓΙΖΟΥΝ ΟΙ ΘΕΟΤΟΚΙΚΟΙ: [861, 1057, 1016, 1089]
market-row: [14, 588, 282, 602]
market-table-c: [14, 490, 282, 602]
lower-right-para-7: (Ἰδιαίτερον τηλεγράφημα τοῦ «Ἐμπρός») ΒΟΛΟΣ, 28 Νοεμβρίου. — Ἡ δίκη τοῦ κατηγορουμένου ὑπὸ τῶν Βουλγάρων κ. Ψαριτάκη ὡς κατασκόπου ὁρίσθη τὴν 15ην εἰς τὸ Κακουργιοδικεῖον Τρικκάλων.: [826, 1626, 1050, 1740]
lower-left-heading-1: ΜΕΤΑΒΟΛΑΙ ΕΙΣ ΤΟ ΓΡΑΦΕΙΟΝ ΤΗΣ ΒΟΥΛΗΣ: [602, 868, 786, 901]
perrin-header: [1348, 1680, 1580, 1696]
lead-headline-main: ΑΙ ΤΑΡΑΧΑΙ ΕΙΣ ΤΗΝ ΡΩΣΣΙΑΝ: [592, 162, 1040, 254]
market-row: [14, 261, 282, 275]
route-subtitle-2: Τὸ ἰσχῦον εἰς ἐφαρμογὴν ἀπὸ 26 Νοεμβρίου 1905: [1351, 1138, 1577, 1169]
lower-right-heading-4: Ο κ. ΛΙΜΠΡΙΤΗΣ: [876, 1320, 1001, 1336]
lower-right-heading-1: Ο κ. ΓΑΤΣΟΣ: [891, 933, 986, 949]
market-value: 35.—: [114, 375, 145, 390]
lower-right-subcolumn: [827, 830, 1050, 1939]
serial-chapter: ΚΕΦΑΛΑΙΟΝ Δ': [1147, 381, 1243, 396]
lead-headline-king: ΑΝΑΧΩΡΗΣΙΣ ΤΟΥ ΒΑΣΙΛΕΩΣ ΕΚ ΒΙΕΝΝΗΣ: [621, 255, 1011, 308]
market-row: [14, 518, 282, 532]
lead-left-heading: Η ΑΝΑΧΩΡΗΣΙΣ ΤΟΥ ΒΑΣΙΛΕΩΣ: [618, 710, 770, 742]
col2-para-7: Ὁ βουλευτὴς Ἀττικῆς κ. Στ. Δραγούμης ἐδήλωσε χθὲς εἰς φίλον του ὅτι αὐτὸς μετὰ τῶν συμπαρομαρτούντων αὐτῷ δύο βουλευτῶν θὰ ὑποστηρίξουν τὸν κ. Θεοτόκην, ἐφόσον οὗτος ἀναλάβῃ τὴν ἀρχήν. Καὶ ὁ κ. Δραγούμης εἶπε ἐπὶ λέξει: «Ἡ ἀντιπολίτευσις, εἶπεν, ὀφείλει κατὰ τὴν γνώμην μου νὰ παράσχῃ τὴν συνδρομήν της εἰς τὸν κ. Θεοτόκην».: [298, 889, 566, 1067]
market-label: [146, 291, 237, 305]
market-row: [14, 233, 282, 247]
market-value: 165.—: [108, 545, 146, 560]
perrin-name: Γάντια PERRIN: [1409, 1697, 1519, 1712]
market-label: Ελ. Τιτ.: [16, 375, 62, 390]
masthead: [0, 0, 1600, 87]
perrin-ad: [1340, 1672, 1588, 1720]
lead-right-signature-1: Κ.: [1036, 522, 1050, 538]
column-5: [1340, 92, 1588, 2212]
market-row: [14, 247, 282, 261]
market-row: [14, 532, 282, 546]
paris-exchange-text: ΠΑΡΙΣΙΟΙ, 29 Νοεμβρίου. Τὸ κλείσιμον τοῦ Χρηματιστηρίου τοῦ Παρισίου φέρει ὡς ἀκολούθως τὰς κάτωθι ἀξίας: Σιδηρ. Θεσσαλίας 149. Τραπέζης Ἀθηνῶν 131.50. Ἠλεκτρικῆς Ἑταιρίας 96. Σιδ. Πελοποννήσου 71. Μεταλλουρ. Λαυρίου 61.75.: [14, 866, 282, 1056]
market-label: Ch. sur Londr: [148, 459, 230, 474]
lower-right-heading-3: Ο κ. ΒΑΡΒΟΓΛΗΣ: [874, 1212, 1003, 1228]
market-value: 110.25: [105, 517, 146, 532]
col5-follow-note: (Ἀκολουθεῖ).: [1504, 177, 1588, 193]
market-label: Consols: [165, 205, 212, 220]
market-value: 86.—: [116, 573, 146, 588]
